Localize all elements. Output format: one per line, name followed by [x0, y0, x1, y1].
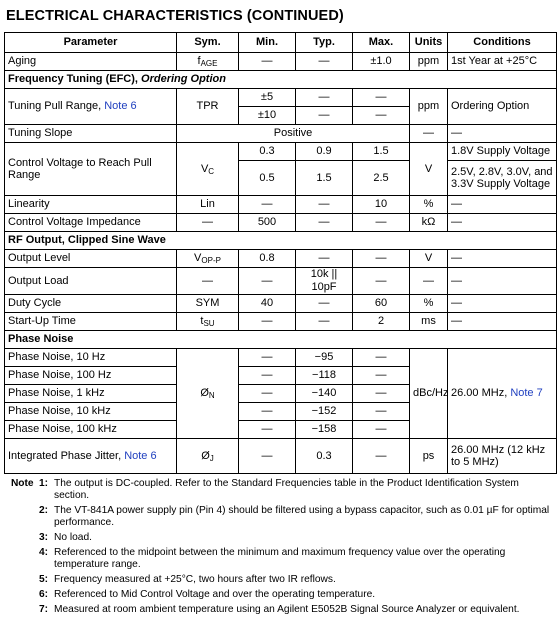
- section-row: [5, 71, 557, 89]
- cond-cell: 1st Year at +25°C: [448, 53, 557, 71]
- min-cell: 0.8: [239, 250, 296, 268]
- section-row: [5, 331, 557, 349]
- min-cell: —: [239, 367, 296, 385]
- header-min: Min.: [239, 33, 296, 53]
- min-cell: 40: [239, 295, 296, 313]
- param-cell: Output Level: [5, 250, 177, 268]
- units-cell: —: [410, 268, 448, 295]
- note-item: 2: The VT-841A power supply pin (Pin 4) should be filtered using a bypass capacitor, such as 0.01 µF for optimal performance.: [6, 505, 554, 529]
- sym-cell: $f_{AGE}$: [177, 53, 239, 71]
- max-cell: 1.5: [353, 143, 410, 161]
- table-row: [5, 313, 557, 331]
- param-cell: Phase Noise, 100 kHz: [5, 421, 177, 439]
- typ-cell: 0.9: [296, 143, 353, 161]
- max-cell: —: [353, 89, 410, 107]
- cond-cell: —: [448, 313, 557, 331]
- max-cell: ±1.0: [353, 53, 410, 71]
- param-cell: Duty Cycle: [5, 295, 177, 313]
- sym-cell: —: [177, 268, 239, 295]
- table-row: [5, 53, 557, 71]
- min-cell: —: [239, 421, 296, 439]
- note-text: The output is DC-coupled. Refer to the Standard Frequencies table in the Product Identification System section.: [54, 478, 519, 501]
- param-cell: Phase Noise, 10 kHz: [5, 403, 177, 421]
- note-item: 4: Referenced to the midpoint between the minimum and maximum frequency value over the operating temperature range.: [6, 547, 554, 571]
- min-cell: —: [239, 313, 296, 331]
- typ-cell: 1.5: [296, 161, 353, 196]
- note-item: 6: Referenced to Mid Control Voltage and over the operating temperature.: [6, 589, 554, 601]
- typ-cell: 10k || 10pF: [296, 268, 353, 295]
- section-title: ELECTRICAL CHARACTERISTICS (CONTINUED): [6, 8, 344, 24]
- note-text: The VT-841A power supply pin (Pin 4) should be filtered using a bypass capacitor, such as 0.01 µF for optimal performance.: [54, 505, 550, 528]
- param-cell: Control Voltage to Reach Pull Range: [5, 143, 177, 196]
- note-text: Frequency measured at +25°C, two hours after two IR reflows.: [54, 574, 336, 585]
- note-text: No load.: [54, 532, 92, 543]
- note-text: Referenced to the midpoint between the minimum and maximum frequency value over the operating temperature range.: [54, 547, 506, 570]
- units-cell: %: [410, 295, 448, 313]
- param-cell: Tuning Pull Range, Note 6: [5, 89, 177, 125]
- units-cell: ppm: [410, 53, 448, 71]
- param-cell: Start-Up Time: [5, 313, 177, 331]
- table-row: [5, 439, 557, 474]
- param-cell: Phase Noise, 10 Hz: [5, 349, 177, 367]
- param-cell: Phase Noise, 100 Hz: [5, 367, 177, 385]
- cond-cell: 26.00 MHz (12 kHz to 5 MHz): [448, 439, 557, 474]
- units-cell: %: [410, 196, 448, 214]
- header-conditions: Conditions: [448, 33, 557, 53]
- note-item: 3: No load.: [6, 532, 554, 544]
- note-item: Note 1: The output is DC-coupled. Refer to the Standard Frequencies table in the Product Identification System section.: [6, 478, 554, 502]
- units-cell: ms: [410, 313, 448, 331]
- typ-cell: —: [296, 313, 353, 331]
- table-row: [5, 349, 557, 367]
- header-max: Max.: [353, 33, 410, 53]
- max-cell: —: [353, 214, 410, 232]
- typ-cell: −158: [296, 421, 353, 439]
- typ-cell: —: [296, 250, 353, 268]
- cond-cell: —: [448, 196, 557, 214]
- table-row: [5, 196, 557, 214]
- typ-cell: —: [296, 295, 353, 313]
- typ-cell: −95: [296, 349, 353, 367]
- max-cell: —: [353, 385, 410, 403]
- note-6-link[interactable]: Note 6: [104, 100, 137, 112]
- param-cell: Phase Noise, 1 kHz: [5, 385, 177, 403]
- table-row: [5, 295, 557, 313]
- units-cell: kΩ: [410, 214, 448, 232]
- note-text: Referenced to Mid Control Voltage and over the operating temperature.: [54, 589, 376, 600]
- notes-list: [6, 478, 554, 619]
- units-cell: —: [410, 125, 448, 143]
- table-row: [5, 89, 557, 107]
- table-row: [5, 143, 557, 161]
- units-cell: dBc/Hz: [410, 349, 448, 439]
- note-7-link[interactable]: Note 7: [510, 387, 543, 399]
- section-row: [5, 232, 557, 250]
- max-cell: 60: [353, 295, 410, 313]
- table-header-row: [5, 33, 557, 53]
- sym-cell: Lin: [177, 196, 239, 214]
- min-cell: ±10: [239, 107, 296, 125]
- max-cell: —: [353, 439, 410, 474]
- units-cell: V: [410, 250, 448, 268]
- sym-cell: $V_C$: [177, 143, 239, 196]
- sym-cell: $V_{OP-P}$: [177, 250, 239, 268]
- cond-cell: 2.5V, 2.8V, 3.0V, and 3.3V Supply Voltage: [448, 161, 557, 196]
- units-cell: ps: [410, 439, 448, 474]
- header-typ: Typ.: [296, 33, 353, 53]
- min-cell: —: [239, 349, 296, 367]
- min-cell: 500: [239, 214, 296, 232]
- min-cell: —: [239, 268, 296, 295]
- section-label: Frequency Tuning (EFC), Ordering Option: [5, 71, 557, 89]
- note-item: 7: Measured at room ambient temperature using an Agilent E5052B Signal Source Analyzer or equivalent.: [6, 604, 554, 616]
- typ-cell: 0.3: [296, 439, 353, 474]
- max-cell: —: [353, 268, 410, 295]
- sym-cell: $t_{SU}$: [177, 313, 239, 331]
- max-cell: 10: [353, 196, 410, 214]
- typ-cell: —: [296, 53, 353, 71]
- cond-cell: 26.00 MHz, Note 7: [448, 349, 557, 439]
- max-cell: —: [353, 107, 410, 125]
- param-cell: Integrated Phase Jitter, Note 6: [5, 439, 177, 474]
- cond-cell: —: [448, 268, 557, 295]
- cond-cell: 1.8V Supply Voltage: [448, 143, 557, 161]
- min-cell: 0.3: [239, 143, 296, 161]
- units-cell: ppm: [410, 89, 448, 125]
- typ-cell: −152: [296, 403, 353, 421]
- sym-cell: TPR: [177, 89, 239, 125]
- max-cell: —: [353, 403, 410, 421]
- typ-cell: Positive: [177, 125, 410, 143]
- sym-cell: $Ø_J$: [177, 439, 239, 474]
- cond-cell: —: [448, 214, 557, 232]
- header-sym: Sym.: [177, 33, 239, 53]
- min-cell: —: [239, 439, 296, 474]
- min-cell: 0.5: [239, 161, 296, 196]
- sym-cell: —: [177, 214, 239, 232]
- max-cell: —: [353, 367, 410, 385]
- table-row: [5, 125, 557, 143]
- max-cell: —: [353, 250, 410, 268]
- min-cell: —: [239, 196, 296, 214]
- cond-cell: Ordering Option: [448, 89, 557, 125]
- param-cell: Control Voltage Impedance: [5, 214, 177, 232]
- table-row: [5, 214, 557, 232]
- typ-cell: —: [296, 196, 353, 214]
- section-label: Phase Noise: [5, 331, 557, 349]
- table-row: [5, 268, 557, 295]
- header-parameter: Parameter: [5, 33, 177, 53]
- typ-cell: —: [296, 89, 353, 107]
- header-units: Units: [410, 33, 448, 53]
- units-cell: V: [410, 143, 448, 196]
- note-text: Measured at room ambient temperature using an Agilent E5052B Signal Source Analyzer or equivalent.: [54, 604, 520, 615]
- min-cell: —: [239, 403, 296, 421]
- cond-cell: —: [448, 250, 557, 268]
- electrical-characteristics-table: [4, 32, 557, 474]
- min-cell: ±5: [239, 89, 296, 107]
- param-cell: Output Load: [5, 268, 177, 295]
- typ-cell: −118: [296, 367, 353, 385]
- note-item: 5: Frequency measured at +25°C, two hours after two IR reflows.: [6, 574, 554, 586]
- cond-cell: —: [448, 125, 557, 143]
- max-cell: —: [353, 349, 410, 367]
- table-row: [5, 250, 557, 268]
- max-cell: —: [353, 421, 410, 439]
- cond-cell: —: [448, 295, 557, 313]
- typ-cell: —: [296, 107, 353, 125]
- param-cell: Tuning Slope: [5, 125, 177, 143]
- max-cell: 2: [353, 313, 410, 331]
- sym-cell: SYM: [177, 295, 239, 313]
- section-label: RF Output, Clipped Sine Wave: [5, 232, 557, 250]
- sym-cell: $Ø_N$: [177, 349, 239, 439]
- min-cell: —: [239, 53, 296, 71]
- typ-cell: —: [296, 214, 353, 232]
- param-cell: Linearity: [5, 196, 177, 214]
- note-prefix: Note: [10, 478, 34, 489]
- param-cell: Aging: [5, 53, 177, 71]
- max-cell: 2.5: [353, 161, 410, 196]
- note-6-link[interactable]: Note 6: [124, 449, 157, 462]
- min-cell: —: [239, 385, 296, 403]
- typ-cell: −140: [296, 385, 353, 403]
